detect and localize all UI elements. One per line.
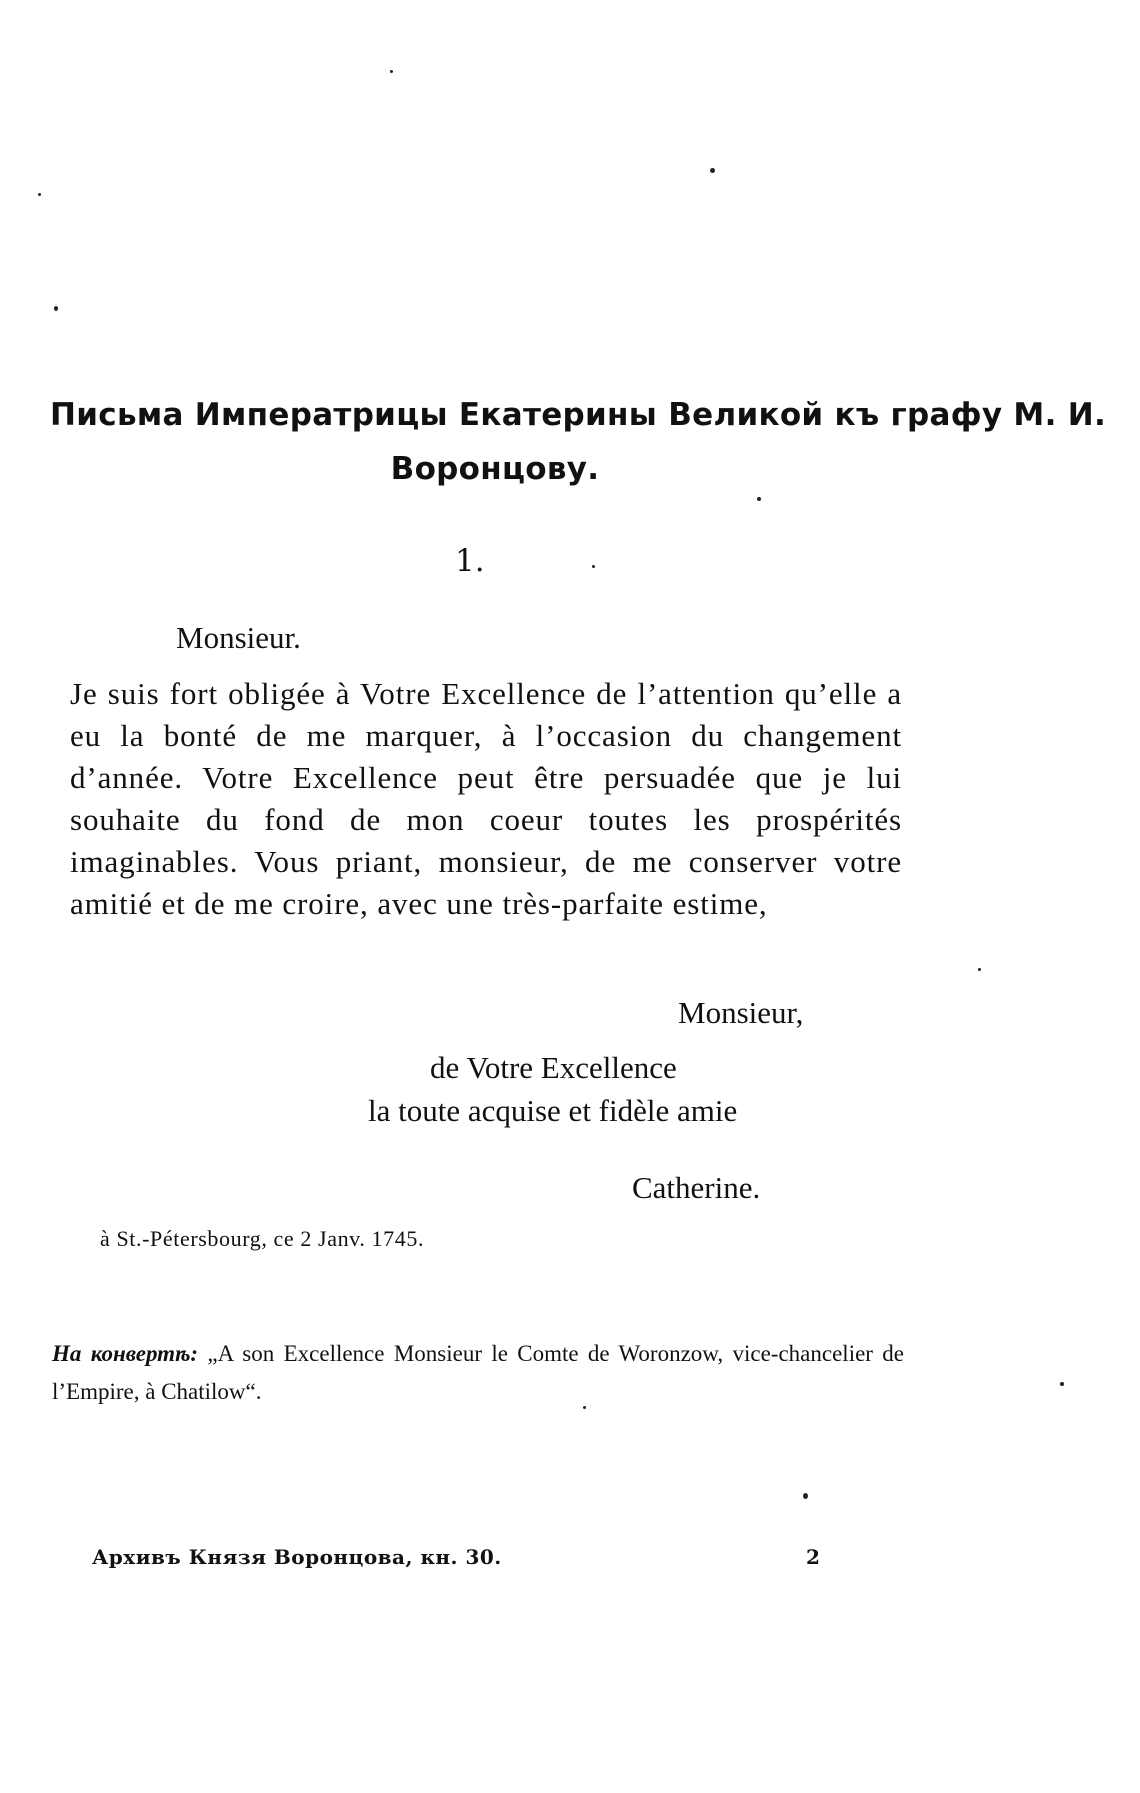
letter-number: 1.: [455, 543, 485, 579]
scan-speck: [1060, 1382, 1064, 1386]
envelope-label: На конвертѣ:: [52, 1341, 199, 1366]
salutation: Monsieur.: [176, 620, 301, 655]
envelope-text: „A son Excellence Monsieur le Comte de Woronzow, vice-chancelier de l’Empire, à Chatilow“.: [52, 1341, 904, 1404]
closing-line-3: la toute acquise et fidèle amie: [368, 1093, 738, 1128]
scan-speck: [978, 968, 981, 971]
letter-body: Je suis fort obligée à Votre Excellence de l’attention qu’elle a eu la bonté de me marquer, à l’occasion du changement d’année. Votre Excellence peut être persuadée que je lui souhaite du fond de mon coeur toutes les prospérités imaginables. Vous priant, monsieur, de me conserver votre amitié et de me croire, avec une très-parfaite estime,: [70, 676, 902, 921]
scan-speck: [592, 565, 595, 568]
title-line-1: Письма Императрицы Екатерины Великой къ графу М. И.: [50, 397, 1107, 433]
scan-speck: [803, 1493, 808, 1499]
running-footer-title: Архивъ Князя Воронцова, кн. 30.: [92, 1545, 502, 1569]
dateline: à St.-Pétersbourg, ce 2 Janv. 1745.: [100, 1226, 425, 1251]
closing-line-1: Monsieur,: [678, 995, 804, 1030]
scan-speck: [38, 193, 41, 196]
scan-speck: [583, 1406, 586, 1409]
scan-speck: [54, 306, 58, 311]
scan-speck: [390, 70, 393, 73]
scan-speck: [710, 168, 715, 173]
closing-line-2: de Votre Excellence: [430, 1050, 677, 1085]
signature: Catherine.: [632, 1170, 761, 1205]
title-line-2: Воронцову.: [390, 451, 600, 487]
scan-speck: [757, 497, 761, 501]
page-number: 2: [806, 1545, 820, 1569]
page-title: [50, 388, 1107, 496]
envelope-note: [52, 1335, 904, 1411]
